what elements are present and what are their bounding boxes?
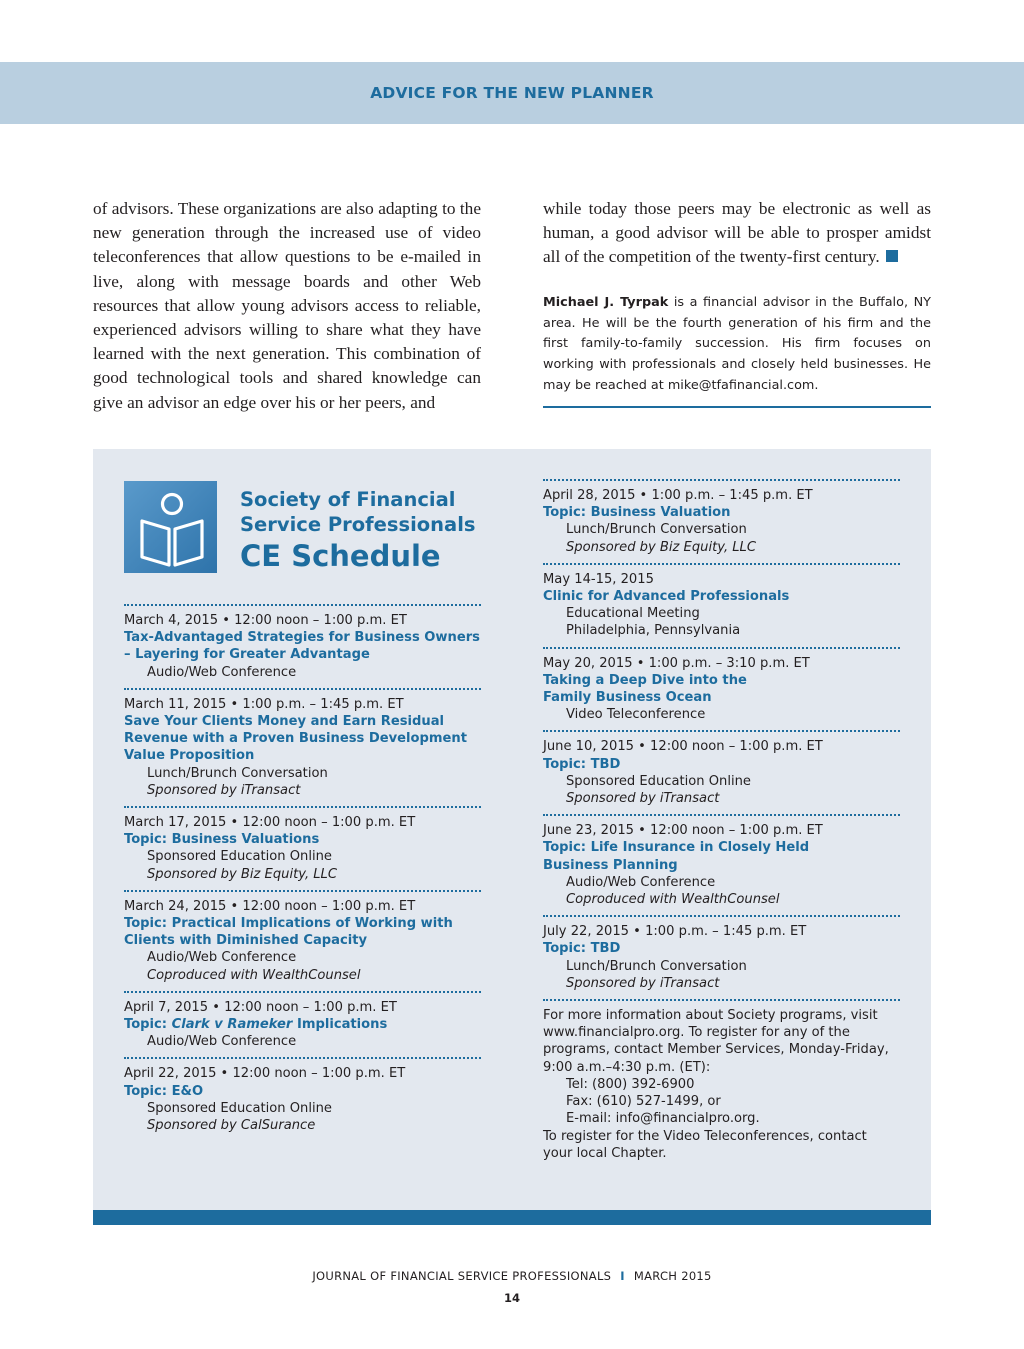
footer-journal: JOURNAL OF FINANCIAL SERVICE PROFESSIONALS bbox=[312, 1269, 612, 1283]
event-date: May 20, 2015 • 1:00 p.m. – 3:10 p.m. ET bbox=[543, 655, 810, 671]
event-topic-case-name: Clark v Rameker bbox=[171, 1017, 293, 1033]
event-sponsor: Sponsored by Biz Equity, LLC bbox=[147, 866, 337, 882]
contact-email: E-mail: info@financialpro.org. bbox=[566, 1111, 760, 1127]
event-date: March 4, 2015 • 12:00 noon – 1:00 p.m. ET bbox=[124, 613, 407, 628]
author-bio-text: is a financial advisor in the Buffalo, NY area. He will be the fourth generation of his firm and the first family-to-family succession. His firm focuses on working with professionals and closely held businesses. He may be reached at mike@tfafinancial.com. bbox=[543, 295, 931, 393]
schedule-event bbox=[124, 991, 481, 1058]
article-paragraph-right-text: while today those peers may be electronic as well as human, a good advisor will be able to prosper amidst all of the competition of the twenty-first century. bbox=[543, 199, 931, 267]
event-format: Audio/Web Conference bbox=[147, 664, 297, 680]
event-topic: Topic: Practical Implications of Working with Clients with Diminished Capacity bbox=[124, 916, 453, 949]
article-column-left bbox=[93, 197, 481, 415]
schedule-event bbox=[543, 479, 900, 563]
event-topic bbox=[124, 1016, 481, 1033]
schedule-event bbox=[124, 806, 481, 890]
event-format: Video Teleconference bbox=[566, 707, 706, 723]
event-date: March 17, 2015 • 12:00 noon – 1:00 p.m. ET bbox=[124, 815, 416, 831]
schedule-event bbox=[124, 688, 481, 806]
event-topic: Taking a Deep Dive into the Family Business Ocean bbox=[543, 672, 747, 706]
event-topic: Tax-Advantaged Strategies for Business Owners – Layering for Greater Advantage bbox=[124, 630, 480, 663]
event-date: April 28, 2015 • 1:00 p.m. – 1:45 p.m. ET bbox=[543, 488, 813, 503]
schedule-title bbox=[240, 488, 480, 574]
event-format: Audio/Web Conference bbox=[147, 1034, 297, 1050]
contact-intro: For more information about Society programs, visit www.financialpro.org. To register for any of the programs, contact Member Services, Monday-Friday, 9:00 a.m.–4:30 p.m. (ET): bbox=[543, 1008, 889, 1075]
event-date: April 22, 2015 • 12:00 noon – 1:00 p.m. ET bbox=[124, 1066, 406, 1082]
schedule-event bbox=[543, 563, 900, 647]
contact-video-note: To register for the Video Teleconferences, contact your local Chapter. bbox=[543, 1128, 867, 1161]
open-book-icon bbox=[124, 481, 217, 573]
schedule-title-line3: CE Schedule bbox=[240, 539, 441, 573]
event-format: Sponsored Education Online bbox=[147, 1100, 332, 1116]
page-number: 14 bbox=[503, 1291, 520, 1305]
footer-issue: MARCH 2015 bbox=[633, 1269, 712, 1283]
schedule-event bbox=[543, 647, 900, 731]
schedule-event bbox=[124, 1057, 481, 1141]
event-format: Lunch/Brunch Conversation bbox=[566, 522, 747, 538]
event-sponsor: Sponsored by iTransact bbox=[147, 782, 301, 798]
event-topic: Topic: TBD bbox=[543, 756, 621, 772]
section-title: ADVICE FOR THE NEW PLANNER bbox=[370, 84, 654, 102]
contact-tel: Tel: (800) 392-6900 bbox=[566, 1076, 695, 1092]
event-topic: Topic: TBD bbox=[543, 941, 621, 957]
article-paragraph-right bbox=[543, 197, 931, 270]
event-topic: Save Your Clients Money and Earn Residual Revenue with a Proven Business Development Value Proposition bbox=[124, 714, 467, 764]
event-sponsor: Sponsored by iTransact bbox=[566, 791, 720, 807]
schedule-event bbox=[543, 915, 900, 999]
event-sponsor: Sponsored by iTransact bbox=[566, 975, 720, 991]
event-sponsor: Sponsored by CalSurance bbox=[147, 1118, 316, 1134]
event-sponsor: Coproduced with WealthCounsel bbox=[566, 892, 780, 908]
event-date: March 24, 2015 • 12:00 noon – 1:00 p.m. ET bbox=[124, 898, 416, 914]
event-topic-prefix: Topic: bbox=[124, 1017, 172, 1033]
event-topic: Topic: Business Valuation bbox=[543, 505, 731, 521]
event-date: July 22, 2015 • 1:00 p.m. – 1:45 p.m. ET bbox=[543, 924, 807, 940]
event-date: May 14-15, 2015 bbox=[543, 571, 654, 587]
event-topic: Topic: Business Valuations bbox=[124, 832, 320, 848]
event-topic: Topic: Life Insurance in Closely Held Business Planning bbox=[543, 840, 810, 873]
event-topic: Clinic for Advanced Professionals bbox=[543, 589, 790, 605]
event-format: Audio/Web Conference bbox=[147, 950, 297, 966]
event-topic-suffix: Implications bbox=[292, 1017, 388, 1033]
event-location: Philadelphia, Pennsylvania bbox=[566, 623, 741, 639]
article-column-right bbox=[543, 197, 931, 270]
event-sponsor: Sponsored by Biz Equity, LLC bbox=[566, 539, 756, 555]
author-name: Michael J. Tyrpak bbox=[543, 295, 669, 310]
schedule-column-right bbox=[543, 479, 900, 1169]
event-format: Lunch/Brunch Conversation bbox=[147, 765, 328, 781]
footer-separator: I bbox=[620, 1269, 625, 1283]
panel-bottom-bar bbox=[93, 1210, 931, 1225]
end-mark-icon bbox=[886, 250, 898, 262]
schedule-event bbox=[543, 814, 900, 915]
event-date: March 11, 2015 • 1:00 p.m. – 1:45 p.m. ET bbox=[124, 696, 404, 712]
event-format: Sponsored Education Online bbox=[147, 849, 332, 865]
article-paragraph-left: of advisors. These organizations are also adapting to the new generation through the increased use of video teleconferences that allow questions to be e-mailed in live, along with message boards and other Web resources that allow young advisors access to reliable, experienced advisors willing to share what they have learned with the next generation. This combination of good technological tools and shared knowledge can give an advisor an edge over his or her peers, and bbox=[93, 199, 481, 412]
event-date: June 23, 2015 • 12:00 noon – 1:00 p.m. ET bbox=[543, 823, 823, 839]
event-format: Educational Meeting bbox=[566, 606, 700, 622]
event-sponsor: Coproduced with WealthCounsel bbox=[147, 967, 361, 983]
event-format: Sponsored Education Online bbox=[566, 773, 751, 789]
page-footer bbox=[0, 1269, 1024, 1283]
author-bio bbox=[543, 293, 931, 397]
event-format: Audio/Web Conference bbox=[566, 874, 716, 890]
bio-rule bbox=[543, 406, 931, 408]
schedule-title-line2: Service Professionals bbox=[240, 512, 476, 536]
contact-info bbox=[543, 999, 900, 1169]
event-format: Lunch/Brunch Conversation bbox=[566, 958, 747, 974]
event-topic: Topic: E&O bbox=[124, 1083, 204, 1099]
schedule-title-line1: Society of Financial bbox=[240, 488, 456, 511]
schedule-column-left bbox=[124, 604, 481, 1141]
schedule-event bbox=[543, 730, 900, 814]
contact-fax: Fax: (610) 527-1499, or bbox=[566, 1094, 721, 1110]
book-logo-icon bbox=[124, 481, 217, 573]
schedule-event bbox=[124, 604, 481, 688]
event-date: April 7, 2015 • 12:00 noon – 1:00 p.m. ET bbox=[124, 999, 397, 1015]
event-date: June 10, 2015 • 12:00 noon – 1:00 p.m. ET bbox=[543, 739, 823, 755]
schedule-event bbox=[124, 890, 481, 991]
